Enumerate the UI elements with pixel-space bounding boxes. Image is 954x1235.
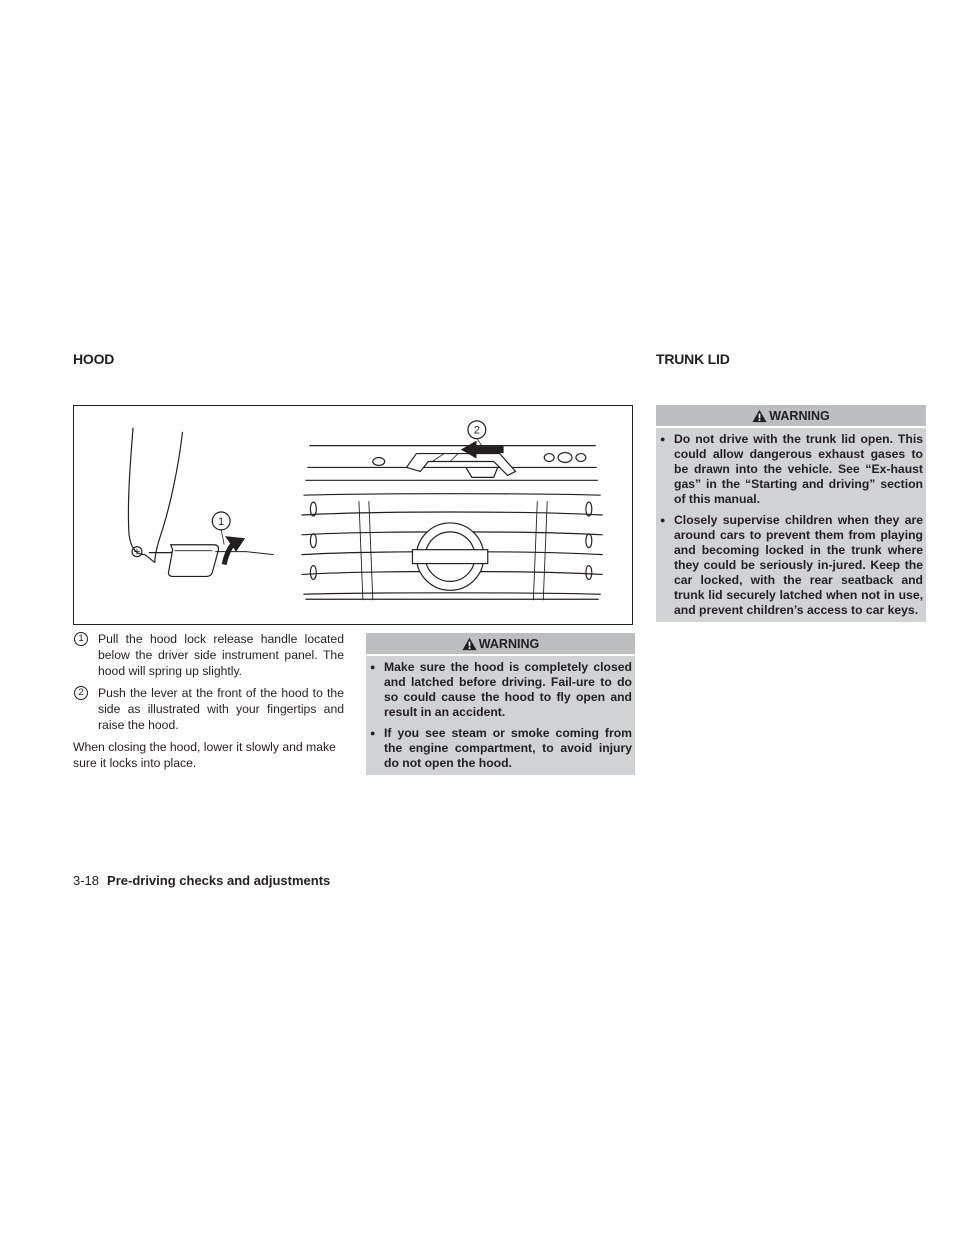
section-title: Pre-driving checks and adjustments	[107, 873, 331, 888]
trunk-warning-box	[656, 405, 926, 622]
callout-1-label: 1	[218, 515, 225, 528]
warning-triangle-icon	[462, 637, 477, 651]
step-text: Push the lever at the front of the hood to the side as illustrated with your fingertips and raise the hood.	[98, 686, 344, 732]
warning-item: ● Closely supervise children when they are around cars to prevent them from playing and becoming locked in the trunk where they could be seriously in-jured. Keep the car locked, with the rear seatback and trunk lid securely latched when not in use, and prevent children’s access to car keys.	[659, 513, 923, 618]
page-number: 3-18	[73, 873, 100, 888]
trunk-lid-heading: TRUNK LID	[656, 351, 730, 367]
hood-warning-box	[366, 633, 635, 775]
page-footer	[73, 873, 330, 888]
warning-header	[366, 633, 635, 656]
closing-instructions: When closing the hood, lower it slowly and make sure it locks into place.	[73, 740, 336, 770]
callout-2-label: 2	[473, 424, 480, 437]
warning-item: ● Do not drive with the trunk lid open. This could allow dangerous exhaust gases to be drawn into the vehicle. See “Ex-haust gas” in the “Starting and driving” section of this manual.	[659, 432, 923, 507]
step-number: 2	[74, 686, 88, 700]
hood-release-illustration	[73, 405, 633, 625]
step-2	[73, 685, 344, 733]
warning-title: WARNING	[478, 636, 540, 651]
step-text: Pull the hood lock release handle located below the driver side instrument panel. The hood will spring up slightly.	[98, 632, 344, 678]
warning-item: ● Make sure the hood is completely closed and latched before driving. Fail-ure to do so could cause the hood to fly open and result in an accident.	[369, 660, 632, 720]
warning-triangle-icon	[752, 409, 767, 423]
step-number: 1	[74, 632, 88, 646]
warning-title: WARNING	[769, 408, 830, 423]
hood-heading: HOOD	[73, 351, 115, 367]
hood-steps	[73, 631, 344, 771]
warning-item: ● If you see steam or smoke coming from the engine compartment, to avoid injury do not open the hood.	[369, 726, 632, 771]
step-1	[73, 631, 344, 679]
warning-header	[656, 405, 926, 428]
